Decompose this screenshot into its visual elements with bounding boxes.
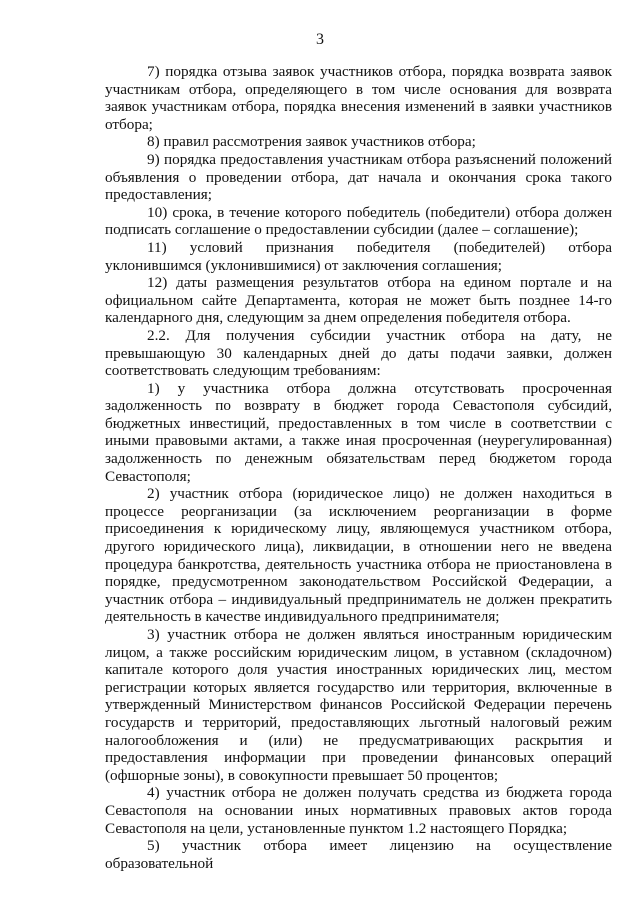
requirement-4: 4) участник отбора не должен получать средства из бюджета города Севастополя на основании иных нормативных правовых актов города Севастополя на цели, установленные пунктом 1.2 настоящего Порядка; [105,784,612,837]
document-body [105,63,612,872]
requirement-1: 1) у участника отбора должна отсутствовать просроченная задолженность по возврату в бюджет города Севастополя субсидий, бюджетных инвестиций, предоставленных в том числе в соответствии с иными правовыми актами, а также иная просроченная (неурегулированная) задолженность по денежным обязательствам перед бюджетом города Севастополя; [105,379,612,485]
paragraph-item-10: 10) срока, в течение которого победитель (победители) отбора должен подписать соглашение о предоставлении субсидии (далее – соглашение); [105,203,612,239]
requirement-2: 2) участник отбора (юридическое лицо) не должен находиться в процессе реорганизации (за исключением реорганизации в форме присоединения к юридическому лицу, являющемуся участником отбора, другого юридического лица), ликвидации, в отношении него не введена процедура банкротства, деятельность участника отбора не приостановлена в порядке, предусмотренном законодательством Российской Федерации, а участник отбора – индивидуальный предприниматель не должен прекратить деятельность в качестве индивидуального предпринимателя; [105,485,612,626]
requirement-5: 5) участник отбора имеет лицензию на осуществление образовательной [105,837,612,872]
requirement-3: 3) участник отбора не должен являться иностранным юридическим лицом, а также российским юридическим лицом, в уставном (складочном) капитале которого доля участия иностранных юридических лиц, местом регистрации которых является государство или территория, включенные в утвержденный Министерством финансов Российской Федерации перечень государств и территорий, предоставляющих льготный налоговый режим налогообложения и (или) не предусматривающих раскрытия и предоставления информации при проведении финансовых операций (офшорные зоны), в совокупности превышает 50 процентов; [105,626,612,784]
paragraph-item-11: 11) условий признания победителя (победителей) отбора уклонившимся (уклонившимися) от заключения соглашения; [105,238,612,274]
page-number: 3 [316,31,324,48]
paragraph-item-9: 9) порядка предоставления участникам отбора разъяснений положений объявления о проведении отбора, дат начала и окончания срока такого предоставления; [105,150,612,204]
paragraph-item-8: 8) правил рассмотрения заявок участников отбора; [147,133,476,151]
paragraph-item-7: 7) порядка отзыва заявок участников отбора, порядка возврата заявок участникам отбора, определяющего в том числе основания для возврата заявок участникам отбора, порядка внесения изменений в заявки участников отбора; [105,63,612,133]
paragraph-section-2-2: 2.2. Для получения субсидии участник отбора на дату, не превышающую 30 календарных дней до даты подачи заявки, должен соответствовать следующим требованиям: [105,326,612,380]
paragraph-item-12: 12) даты размещения результатов отбора на едином портале и на официальном сайте Департамента, которая не может быть позднее 14-го календарного дня, следующим за днем определения победителя отбора. [105,274,612,327]
